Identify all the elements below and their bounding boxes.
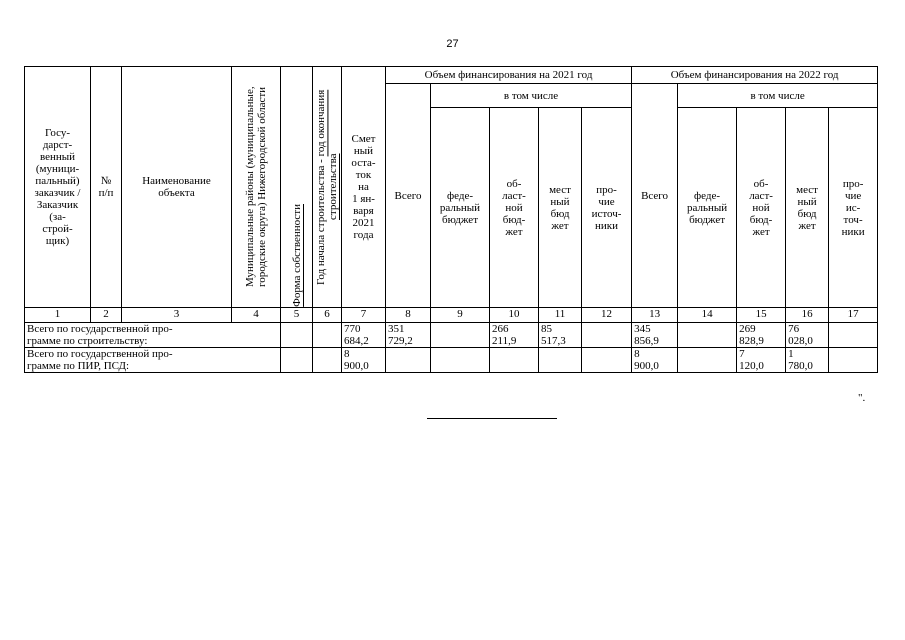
- column-number: 14: [678, 308, 737, 323]
- header-municipal-districts: Муниципальные районы (муниципальные, городские округа) Нижегородской области: [232, 67, 281, 308]
- header-construction-years: Год начала строительства - год окончания строительства: [313, 67, 342, 308]
- cell-estimated-balance: 8 900,0: [342, 348, 386, 373]
- cell-local-2022: 76 028,0: [786, 323, 829, 348]
- column-number: 9: [431, 308, 490, 323]
- row-label: Всего по государственной про- грамме по ПИР, ПСД:: [25, 348, 281, 373]
- column-number: 8: [386, 308, 431, 323]
- header-other-2021: про- чие источ- ники: [582, 108, 632, 308]
- cell-total-2021: 351 729,2: [386, 323, 431, 348]
- table-row-construction-total: [25, 323, 878, 348]
- cell-regional-2022: 7 120,0: [737, 348, 786, 373]
- column-number: 6: [313, 308, 342, 323]
- column-number: 12: [582, 308, 632, 323]
- column-number: 1: [25, 308, 91, 323]
- cell-local-2021: [539, 348, 582, 373]
- column-number: 2: [91, 308, 122, 323]
- cell-local-2021: 85 517,3: [539, 323, 582, 348]
- header-group-2021: Объем финансирования на 2021 год: [386, 67, 632, 84]
- header-estimated-balance: Смет ный оста- ток на 1 ян- варя 2021 года: [342, 67, 386, 308]
- column-number: 5: [281, 308, 313, 323]
- page-number: 27: [446, 38, 459, 50]
- header-including-2021: в том числе: [431, 84, 632, 108]
- header-including-2022: в том числе: [678, 84, 878, 108]
- header-group-2022: Объем финансирования на 2022 год: [632, 67, 878, 84]
- header-total-2022: Всего: [632, 84, 678, 308]
- cell-total-2021: [386, 348, 431, 373]
- column-number-row: [25, 308, 878, 323]
- row-label: Всего по государственной про- грамме по строительству:: [25, 323, 281, 348]
- cell-local-2022: 1 780,0: [786, 348, 829, 373]
- column-number: 11: [539, 308, 582, 323]
- header-regional-2022: об- ласт- ной бюд- жет: [737, 108, 786, 308]
- horizontal-rule: [427, 418, 557, 419]
- column-number: 10: [490, 308, 539, 323]
- column-number: 4: [232, 308, 281, 323]
- header-federal-2021: феде- ральный бюджет: [431, 108, 490, 308]
- header-customer: Госу- дарст- венный (муници- пальный) заказчик / Заказчик (за- строй- щик): [25, 67, 91, 308]
- header-local-2022: мест ный бюд жет: [786, 108, 829, 308]
- financing-table: [24, 66, 878, 373]
- column-number: 17: [829, 308, 878, 323]
- cell-total-2022: 345 856,9: [632, 323, 678, 348]
- column-number: 13: [632, 308, 678, 323]
- header-local-2021: мест ный бюд жет: [539, 108, 582, 308]
- cell-total-2022: 8 900,0: [632, 348, 678, 373]
- header-total-2021: Всего: [386, 84, 431, 308]
- header-object-name: Наименование объекта: [122, 67, 232, 308]
- header-other-2022: про- чие ис- точ- ники: [829, 108, 878, 308]
- table-row-design-total: [25, 348, 878, 373]
- cell-regional-2021: [490, 348, 539, 373]
- closing-quote: ".: [858, 392, 866, 404]
- column-number: 3: [122, 308, 232, 323]
- header-ownership-form: Форма собственности: [281, 67, 313, 308]
- column-number: 7: [342, 308, 386, 323]
- cell-regional-2021: 266 211,9: [490, 323, 539, 348]
- header-number: № п/п: [91, 67, 122, 308]
- cell-regional-2022: 269 828,9: [737, 323, 786, 348]
- cell-estimated-balance: 770 684,2: [342, 323, 386, 348]
- column-number: 16: [786, 308, 829, 323]
- column-number: 15: [737, 308, 786, 323]
- header-regional-2021: об- ласт- ной бюд- жет: [490, 108, 539, 308]
- header-federal-2022: феде- ральный бюджет: [678, 108, 737, 308]
